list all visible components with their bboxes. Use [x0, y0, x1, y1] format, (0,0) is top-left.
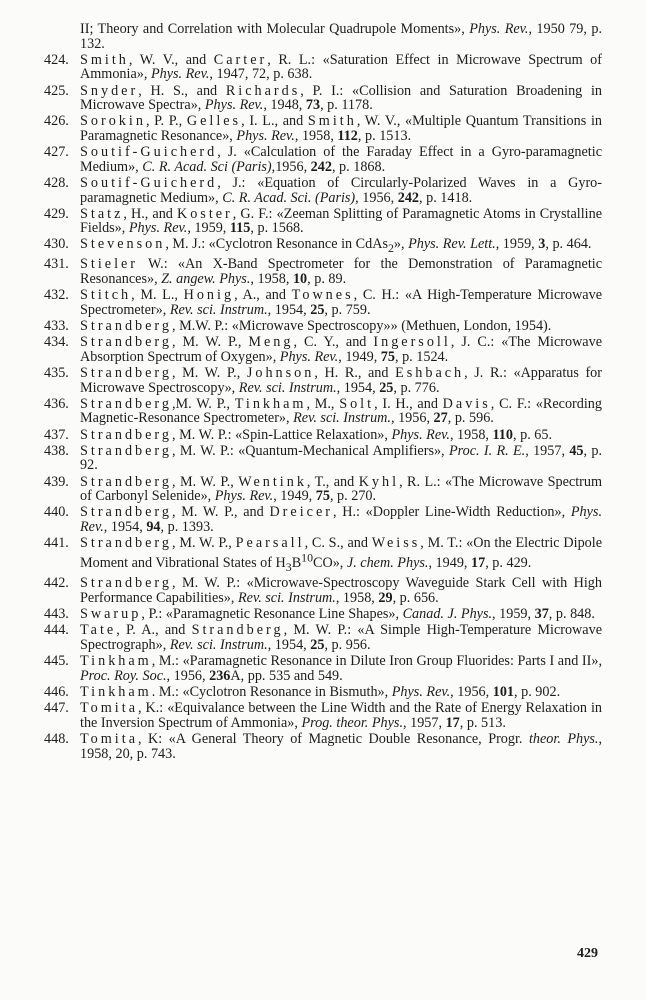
reference-number: 430.: [44, 236, 69, 253]
reference-number: 439.: [44, 473, 69, 490]
reference-number: 431.: [44, 256, 69, 273]
reference-number: 427.: [44, 144, 69, 161]
reference-text: Tate, P. A., and Strandberg, M. W. P.: «A Simple High-Temperature Microwave Spectrograph», Rev. sci. Instrum., 1954, 25, p. 956.: [80, 622, 602, 654]
reference-text: Strandberg, M. W. P., Johnson, H. R., and Eshbach, J. R.: «Apparatus for Microwave Spectroscopy», Rev. sci. Instrum., 1954, 25, p. 776.: [80, 365, 603, 396]
reference-text: Strandberg,M. W. P., Tinkham, M., Solt, I. H., and Davis, C. F.: «Recording Magnetic-Resonance Spectrometer», Rev. sci. Instrum., 1956, 27, p. 596.: [80, 395, 602, 427]
reference-text: Strandberg, M.W. P.: «Microwave Spectroscopy»» (Methuen, London, 1954).: [80, 318, 552, 335]
reference-number: 429.: [44, 205, 69, 222]
reference-number: 434.: [44, 334, 69, 351]
reference-number: 435.: [44, 365, 69, 382]
reference-number: 425.: [44, 82, 69, 99]
reference-list: [0, 22, 646, 761]
reference-number: 428.: [44, 174, 69, 191]
reference-text: Strandberg, M. W. P.: «Microwave-Spectroscopy Waveguide Stark Cell with High Performance Capabilities», Rev. sci. Instrum., 1958, 29, p. 656.: [80, 575, 602, 607]
reference-text: Smith, W. V., and Carter, R. L.: «Saturation Effect in Microwave Spectrum of Ammonia», Phys. Rev., 1947, 72, p. 638.: [80, 51, 602, 83]
reference-text: Strandberg, M. W. P., Wentink, T., and Kyhl, R. L.: «The Microwave Spectrum of Carbonyl Selenide», Phys. Rev., 1949, 75, p. 270.: [80, 473, 603, 505]
reference-number: 441.: [44, 535, 69, 552]
reference-text: Tinkham, M.: «Paramagnetic Resonance in Dilute Iron Group Fluorides: Parts I and II», Proc. Roy. Soc., 1956, 236A, pp. 535 and 549.: [80, 653, 602, 684]
reference-entry: [0, 319, 646, 334]
reference-text: Stieler W.: «An X-Band Spectrometer for the Demonstration of Paramagnetic Resonances», Z. angew. Phys., 1958, 10, p. 89.: [80, 256, 602, 288]
reference-entry: [0, 536, 646, 575]
reference-text: II; Theory and Correlation with Molecular Quadrupole Moments», Phys. Rev., 1950 79, p. 132.: [80, 21, 602, 52]
reference-number: 448.: [44, 730, 69, 747]
reference-text: Tomita, K.: «Equivalance between the Line Width and the Rate of Energy Relaxation in the Inversion Spectrum of Ammonia», Prog. theor. Phys., 1957, 17, p. 513.: [80, 700, 602, 731]
reference-text: Strandberg, M. W. P.: «Quantum-Mechanical Amplifiers», Proc. I. R. E., 1957, 45, p. 92.: [80, 442, 603, 474]
page-number: 429: [577, 946, 598, 961]
reference-number: 445.: [44, 653, 69, 670]
reference-entry: [0, 654, 646, 683]
reference-number: 444.: [44, 622, 69, 639]
reference-text: Soutif-Guicherd, J.: «Equation of Circularly-Polarized Waves in a Gyro-paramagnetic Medium», C. R. Acad. Sci. (Paris), 1956, 242, p. 1418.: [80, 174, 602, 206]
reference-entry: [0, 685, 646, 700]
reference-number: 433.: [44, 318, 69, 335]
reference-number: 432.: [44, 287, 69, 304]
reference-text: Tomita, K: «A General Theory of Magnetic Double Resonance, Progr. theor. Phys., 1958, 20, p. 743.: [80, 730, 603, 762]
reference-entry: [0, 397, 646, 426]
reference-text: Stitch, M. L., Honig, A., and Townes, C. H.: «A High-Temperature Microwave Spectrometer», Rev. sci. Instrum., 1954, 25, p. 759.: [80, 287, 602, 318]
reference-text: Strandberg, M. W. P., Pearsall, C. S., and Weiss, M. T.: «On the Electric Dipole Moment and Vibrational States of $H_3B^{10}CO$», J. chem. Phys., 1949, 17, p. 429.: [80, 535, 602, 575]
reference-entry: [0, 366, 646, 395]
reference-text: Strandberg, M. W. P.: «Spin-Lattice Relaxation», Phys. Rev., 1958, 110, p. 65.: [80, 426, 553, 443]
reference-text: Strandberg, M. W. P., Meng, C. Y., and Ingersoll, J. C.: «The Microwave Absorption Spectrum of Oxygen», Phys. Rev., 1949, 75, p. 1524.: [80, 334, 603, 365]
reference-entry: [0, 207, 646, 236]
reference-entry: [0, 288, 646, 317]
reference-text: Soutif-Guicherd, J. «Calculation of the Faraday Effect in a Gyro-paramagnetic Medium», C. R. Acad. Sci (Paris),1956, 242, p. 1868.: [80, 144, 602, 175]
reference-entry: [0, 84, 646, 113]
reference-entry: [0, 732, 646, 761]
reference-number: 426.: [44, 113, 69, 130]
reference-entry: [0, 444, 646, 473]
reference-number: 443.: [44, 606, 69, 623]
reference-entry: [0, 475, 646, 504]
reference-entry: [0, 505, 646, 534]
reference-text: Strandberg, M. W. P., and Dreicer, H.: «Doppler Line-Width Reduction», Phys. Rev., 1954, 94, p. 1393.: [80, 504, 602, 535]
reference-number: 440.: [44, 504, 69, 521]
reference-entry: [0, 114, 646, 143]
reference-number: 447.: [44, 700, 69, 717]
reference-entry: [0, 53, 646, 82]
reference-text: Tinkham. M.: «Cyclotron Resonance in Bismuth», Phys. Rev., 1956, 101, p. 902.: [80, 683, 561, 700]
reference-entry: [0, 145, 646, 174]
reference-text: Swarup, P.: «Paramagnetic Resonance Line Shapes», Canad. J. Phys., 1959, 37, p. 848.: [80, 606, 595, 623]
reference-number: 438.: [44, 442, 69, 459]
reference-number: 436.: [44, 395, 69, 412]
reference-entry: [0, 623, 646, 652]
reference-entry: [0, 176, 646, 205]
reference-entry: [0, 576, 646, 605]
reference-number: 437.: [44, 426, 69, 443]
reference-entry: [0, 237, 646, 255]
reference-entry: [0, 607, 646, 622]
reference-number: 442.: [44, 575, 69, 592]
reference-entry: [0, 257, 646, 286]
reference-text: Statz, H., and Koster, G. F.: «Zeeman Splitting of Paramagnetic Atoms in Crystalline Fields», Phys. Rev., 1959, 115, p. 1568.: [80, 205, 602, 237]
reference-entry: [0, 428, 646, 443]
reference-text: Stevenson, M. J.: «Cyclotron Resonance in CdAs$_2$», Phys. Rev. Lett., 1959, 3, p. 464.: [80, 236, 592, 256]
reference-text: Sorokin, P. P., Gelles, I. L., and Smith, W. V., «Multiple Quantum Transitions in Paramagnetic Resonance», Phys. Rev., 1958, 112, p. 1513.: [80, 113, 602, 144]
reference-entry: [0, 701, 646, 730]
reference-number: 424.: [44, 51, 69, 68]
reference-entry: [0, 22, 646, 51]
reference-entry: [0, 335, 646, 364]
reference-text: Snyder, H. S., and Richards, P. I.: «Collision and Saturation Broadening in Microwave Spectra», Phys. Rev., 1948, 73, p. 1178.: [80, 82, 603, 114]
reference-number: 446.: [44, 683, 69, 700]
